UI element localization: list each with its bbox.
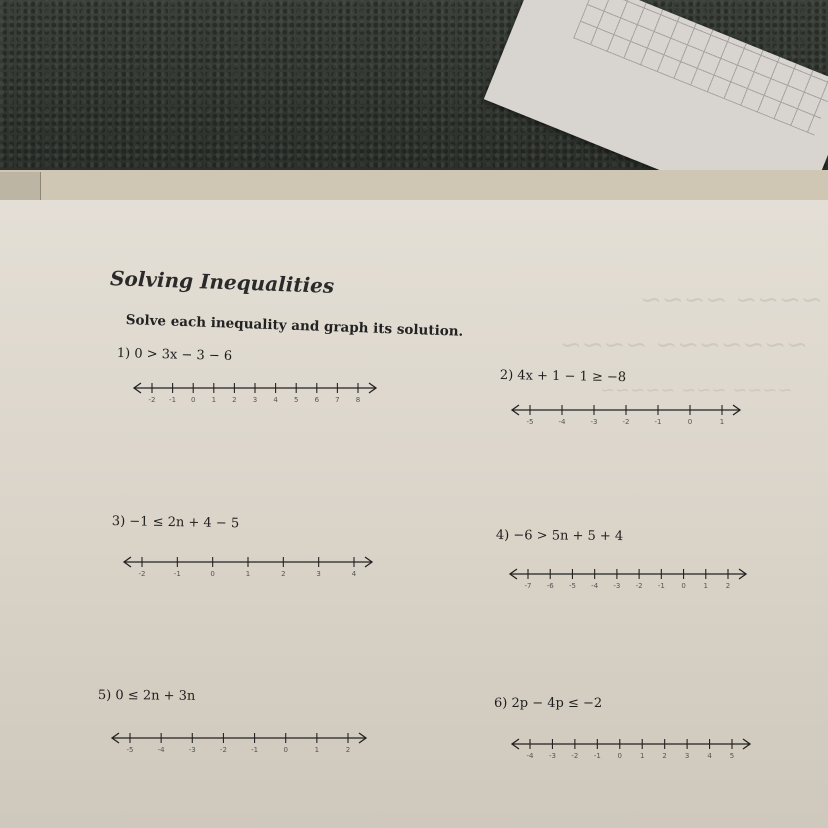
problem-expression: 4x + 1 − 1 ≥ −8	[517, 368, 627, 386]
tick-label: 0	[681, 582, 686, 590]
tick-label: -3	[548, 752, 556, 760]
tick-label: 4	[707, 752, 712, 760]
tick-label: 2	[345, 746, 351, 754]
problem-6	[494, 696, 602, 711]
tick-label: 0	[617, 752, 623, 760]
problem-expression: −6 > 5n + 5 + 4	[513, 528, 624, 545]
tick-label: -2	[635, 582, 643, 590]
tick-label: 0	[190, 396, 196, 404]
tick-label: 8	[355, 396, 361, 404]
tick-label: 2	[725, 582, 731, 590]
tick-label: 1	[314, 746, 320, 754]
worksheet-title: Solving Inequalities	[109, 266, 335, 298]
problem-3	[112, 514, 240, 531]
problem-number: 6)	[494, 696, 508, 711]
tick-label: -5	[126, 746, 134, 754]
tick-label: 0	[283, 746, 288, 754]
number-line-4[interactable]	[506, 562, 750, 602]
tick-label: -3	[188, 746, 196, 754]
tick-label: 2	[232, 396, 237, 404]
show-through: ~~~~ ~~~~	[640, 285, 823, 315]
problem-number: 2)	[499, 368, 514, 384]
number-line-3[interactable]	[120, 550, 376, 590]
tick-label: 5	[293, 396, 299, 404]
tick-label: -1	[251, 746, 259, 754]
tick-label: -2	[148, 396, 156, 404]
tick-label: 1	[719, 418, 725, 426]
tick-label: -3	[613, 582, 621, 590]
tick-label: -2	[571, 752, 579, 760]
tick-label: -2	[138, 570, 146, 578]
problem-number: 3)	[111, 514, 126, 530]
problem-number: 5)	[97, 688, 112, 704]
tick-label: -3	[590, 418, 598, 426]
worksheet-instructions: Solve each inequality and graph its solution.	[125, 312, 464, 340]
tick-label: -1	[173, 570, 181, 578]
problem-4	[496, 528, 623, 544]
tick-label: -2	[622, 418, 630, 426]
number-line-2[interactable]	[508, 398, 744, 438]
tick-label: 1	[703, 582, 709, 590]
show-through: ~~~~ ~~~ ~~~~~	[600, 380, 793, 401]
tick-label: 1	[639, 752, 645, 760]
tick-label: 2	[662, 752, 667, 760]
problem-expression: 0 ≤ 2n + 3n	[115, 688, 196, 704]
problem-number: 1)	[116, 346, 131, 362]
tick-label: -5	[526, 418, 534, 426]
problem-1	[117, 346, 233, 364]
tick-label: -6	[546, 582, 554, 590]
tick-label: -4	[591, 582, 599, 590]
tick-label: 1	[245, 570, 251, 578]
tick-label: 4	[351, 570, 357, 578]
problem-expression: 2p − 4p ≤ −2	[511, 696, 603, 711]
tick-label: -5	[568, 582, 576, 590]
tick-label: -1	[654, 418, 662, 426]
tick-label: -4	[558, 418, 566, 426]
tick-label: 5	[729, 752, 735, 760]
tick-label: -4	[157, 746, 165, 754]
tick-label: 7	[335, 396, 340, 404]
tick-label: 6	[314, 396, 320, 404]
tick-label: -7	[524, 582, 532, 590]
tick-label: 0	[687, 418, 693, 426]
show-through: ~~~~~~~ ~~~~	[560, 330, 808, 360]
tick-label: -2	[219, 746, 227, 754]
tick-label: -1	[657, 582, 665, 590]
number-line-5[interactable]	[108, 726, 370, 766]
tick-label: -4	[526, 752, 534, 760]
tick-label: 3	[316, 570, 321, 578]
problem-expression: −1 ≤ 2n + 4 − 5	[129, 514, 240, 532]
tick-label: 0	[210, 570, 215, 578]
problem-5	[98, 688, 195, 704]
tick-label: 2	[281, 570, 286, 578]
number-line-1[interactable]	[130, 376, 380, 416]
tick-label: 4	[273, 396, 278, 404]
tick-label: -1	[593, 752, 601, 760]
problem-number: 4)	[495, 528, 510, 544]
tick-label: 3	[252, 396, 258, 404]
tick-label: 3	[684, 752, 690, 760]
tick-label: 1	[211, 396, 217, 404]
problem-2	[500, 368, 627, 385]
problem-expression: 0 > 3x − 3 − 6	[134, 346, 233, 365]
tick-label: -1	[169, 396, 177, 404]
number-line-6[interactable]	[508, 732, 754, 772]
